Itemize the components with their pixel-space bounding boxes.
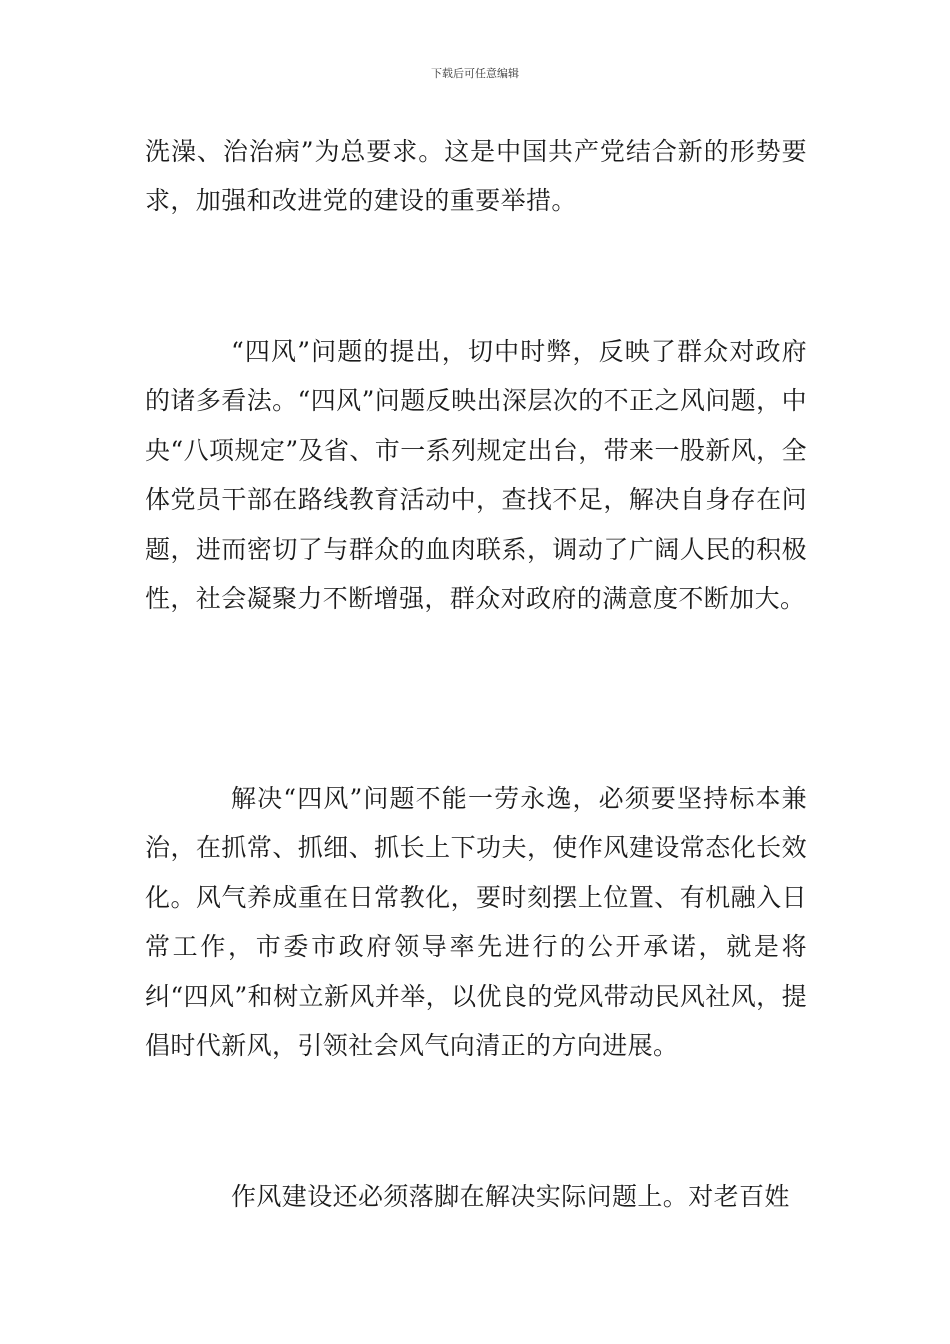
paragraph-practical-problems: 作风建设还必须落脚在解决实际问题上。对老百姓 (231, 1182, 790, 1211)
page-header-note: 下载后可任意编辑 (431, 67, 519, 80)
paragraph-long-term-solution: 解决“四风”问题不能一劳永逸，必须要坚持标本兼治，在抓常、抓细、抓长上下功夫，使作风建设常态化长效化。风气养成重在日常教化，要时刻摆上位置、有机融入日常工作，市委市政府领导率先进行的公开承诺，就是将纠“四风”和树立新风并举，以优良的党风带动民风社风，提倡时代新风，引领社会风气向清正的方向进展。 (145, 784, 807, 1061)
paragraph-four-winds-issue: “四风”问题的提出，切中时弊，反映了群众对政府的诸多看法。“四风”问题反映出深层次的不正之风问题，中央“八项规定”及省、市一系列规定出台，带来一股新风，全体党员干部在路线教育活动中，查找不足，解决自身存在问题，进而密切了与群众的血肉联系，调动了广阔人民的积极性，社会凝聚力不断增强，群众对政府的满意度不断加大。 (145, 337, 807, 614)
paragraph-continuation: 洗澡、治治病”为总要求。这是中国共产党结合新的形势要求，加强和改进党的建设的重要举措。 (145, 137, 807, 216)
